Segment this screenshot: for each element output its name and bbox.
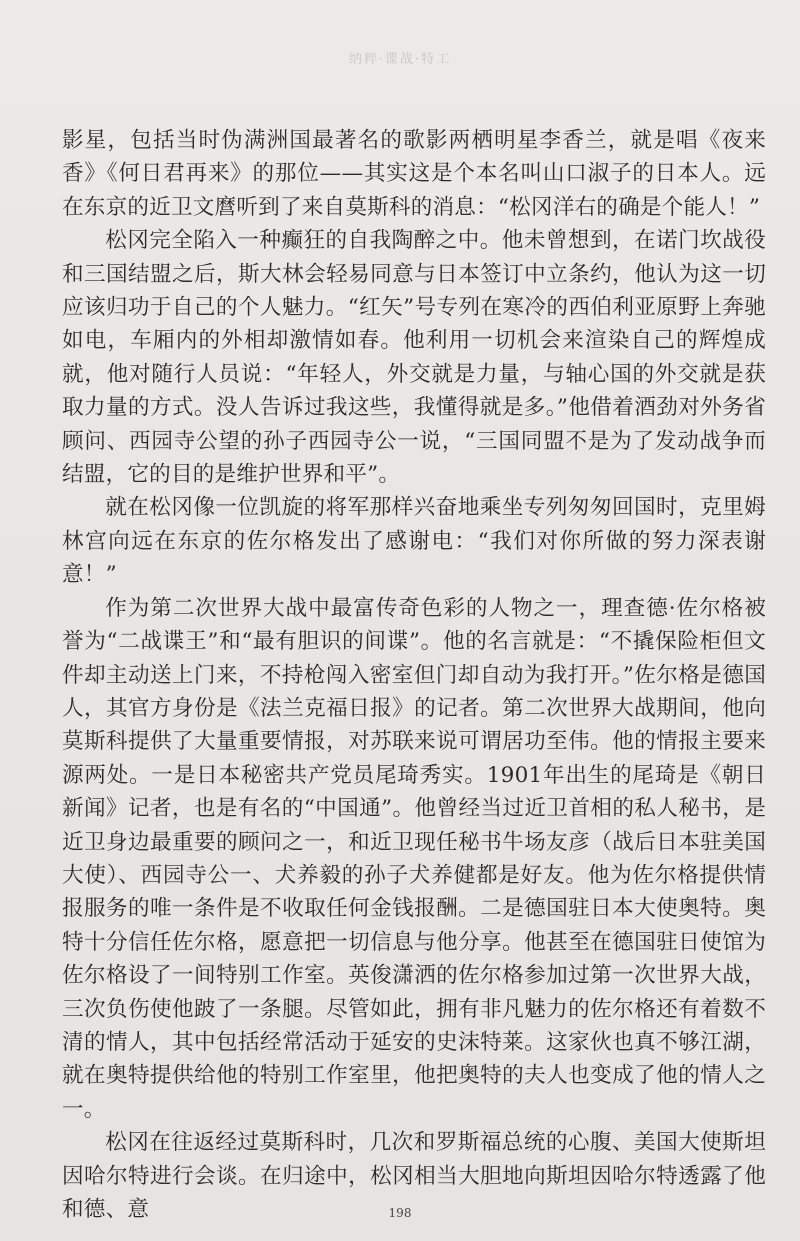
- body-text: [62, 124, 766, 1226]
- paragraph: 影星，包括当时伪满洲国最著名的歌影两栖明星李香兰，就是唱《夜来香》《何日君再来》的那位——其实这是个本名叫山口淑子的日本人。远在东京的近卫文麿听到了来自莫斯科的消息：“松冈洋右的确是个能人！”: [62, 128, 766, 220]
- paragraph: 松冈在往返经过莫斯科时，几次和罗斯福总统的心腹、美国大使斯坦因哈尔特进行会谈。在归途中，松冈相当大胆地向斯坦因哈尔特透露了他和德、意: [62, 1130, 766, 1222]
- paragraph: 就在松冈像一位凯旋的将军那样兴奋地乘坐专列匆匆回国时，克里姆林宫向远在东京的佐尔格发出了感谢电：“我们对你所做的努力深表谢意！”: [62, 495, 766, 588]
- paragraph: 作为第二次世界大战中最富传奇色彩的人物之一，理查德·佐尔格被誉为“二战谍王”和“最有胆识的间谍”。他的名言就是：“不撬保险柜但文件却主动送上门来，不持枪闯入密室但门却自动为我打开。”佐尔格是德国人，其官方身份是《法兰克福日报》的记者。第二次世界大战期间，他向莫斯科提供了大量重要情报，对苏联来说可谓居功至伟。他的情报主要来源两处。一是日本秘密共产党员尾琦秀实。1901年出生的尾琦是《朝日新闻》记者，也是有名的“中国通”。他曾经当过近卫首相的私人秘书，是近卫身边最重要的顾问之一，和近卫现任秘书牛场友彦（战后日本驻美国大使）、西园寺公一、犬养毅的孙子犬养健都是好友。他为佐尔格提供情报服务的唯一条件是不收取任何金钱报酬。二是德国驻日本大使奥特。奥特十分信任佐尔格，愿意把一切信息与他分享。他甚至在德国驻日使馆为佐尔格设了一间特别工作室。英俊潇洒的佐尔格参加过第一次世界大战，三次负伤使他跛了一条腿。尽管如此，拥有非凡魅力的佐尔格还有着数不清的情人，其中包括经常活动于延安的史沫特莱。这家伙也真不够江湖，就在奥特提供给他的特别工作室里，他把奥特的夫人也变成了他的情人之一。: [62, 595, 766, 1122]
- paragraph: 松冈完全陷入一种癫狂的自我陶醉之中。他未曾想到，在诺门坎战役和三国结盟之后，斯大林会轻易同意与日本签订中立条约，他认为这一切应该归功于自己的个人魅力。“红矢”号专列在寒冷的西伯利亚原野上奔驰如电，车厢内的外相却激情如春。他利用一切机会来渲染自己的辉煌成就，他对随行人员说：“年轻人，外交就是力量，与轴心国的外交就是获取力量的方式。没人告诉过我这些，我懂得就是多。”他借着酒劲对外务省顾问、西园寺公望的孙子西园寺公一说，“三国同盟不是为了发动战争而结盟，它的目的是维护世界和平”。: [62, 228, 766, 488]
- page-number: 198: [388, 1206, 412, 1220]
- running-head: 纳粹·谍战·特工: [348, 52, 452, 67]
